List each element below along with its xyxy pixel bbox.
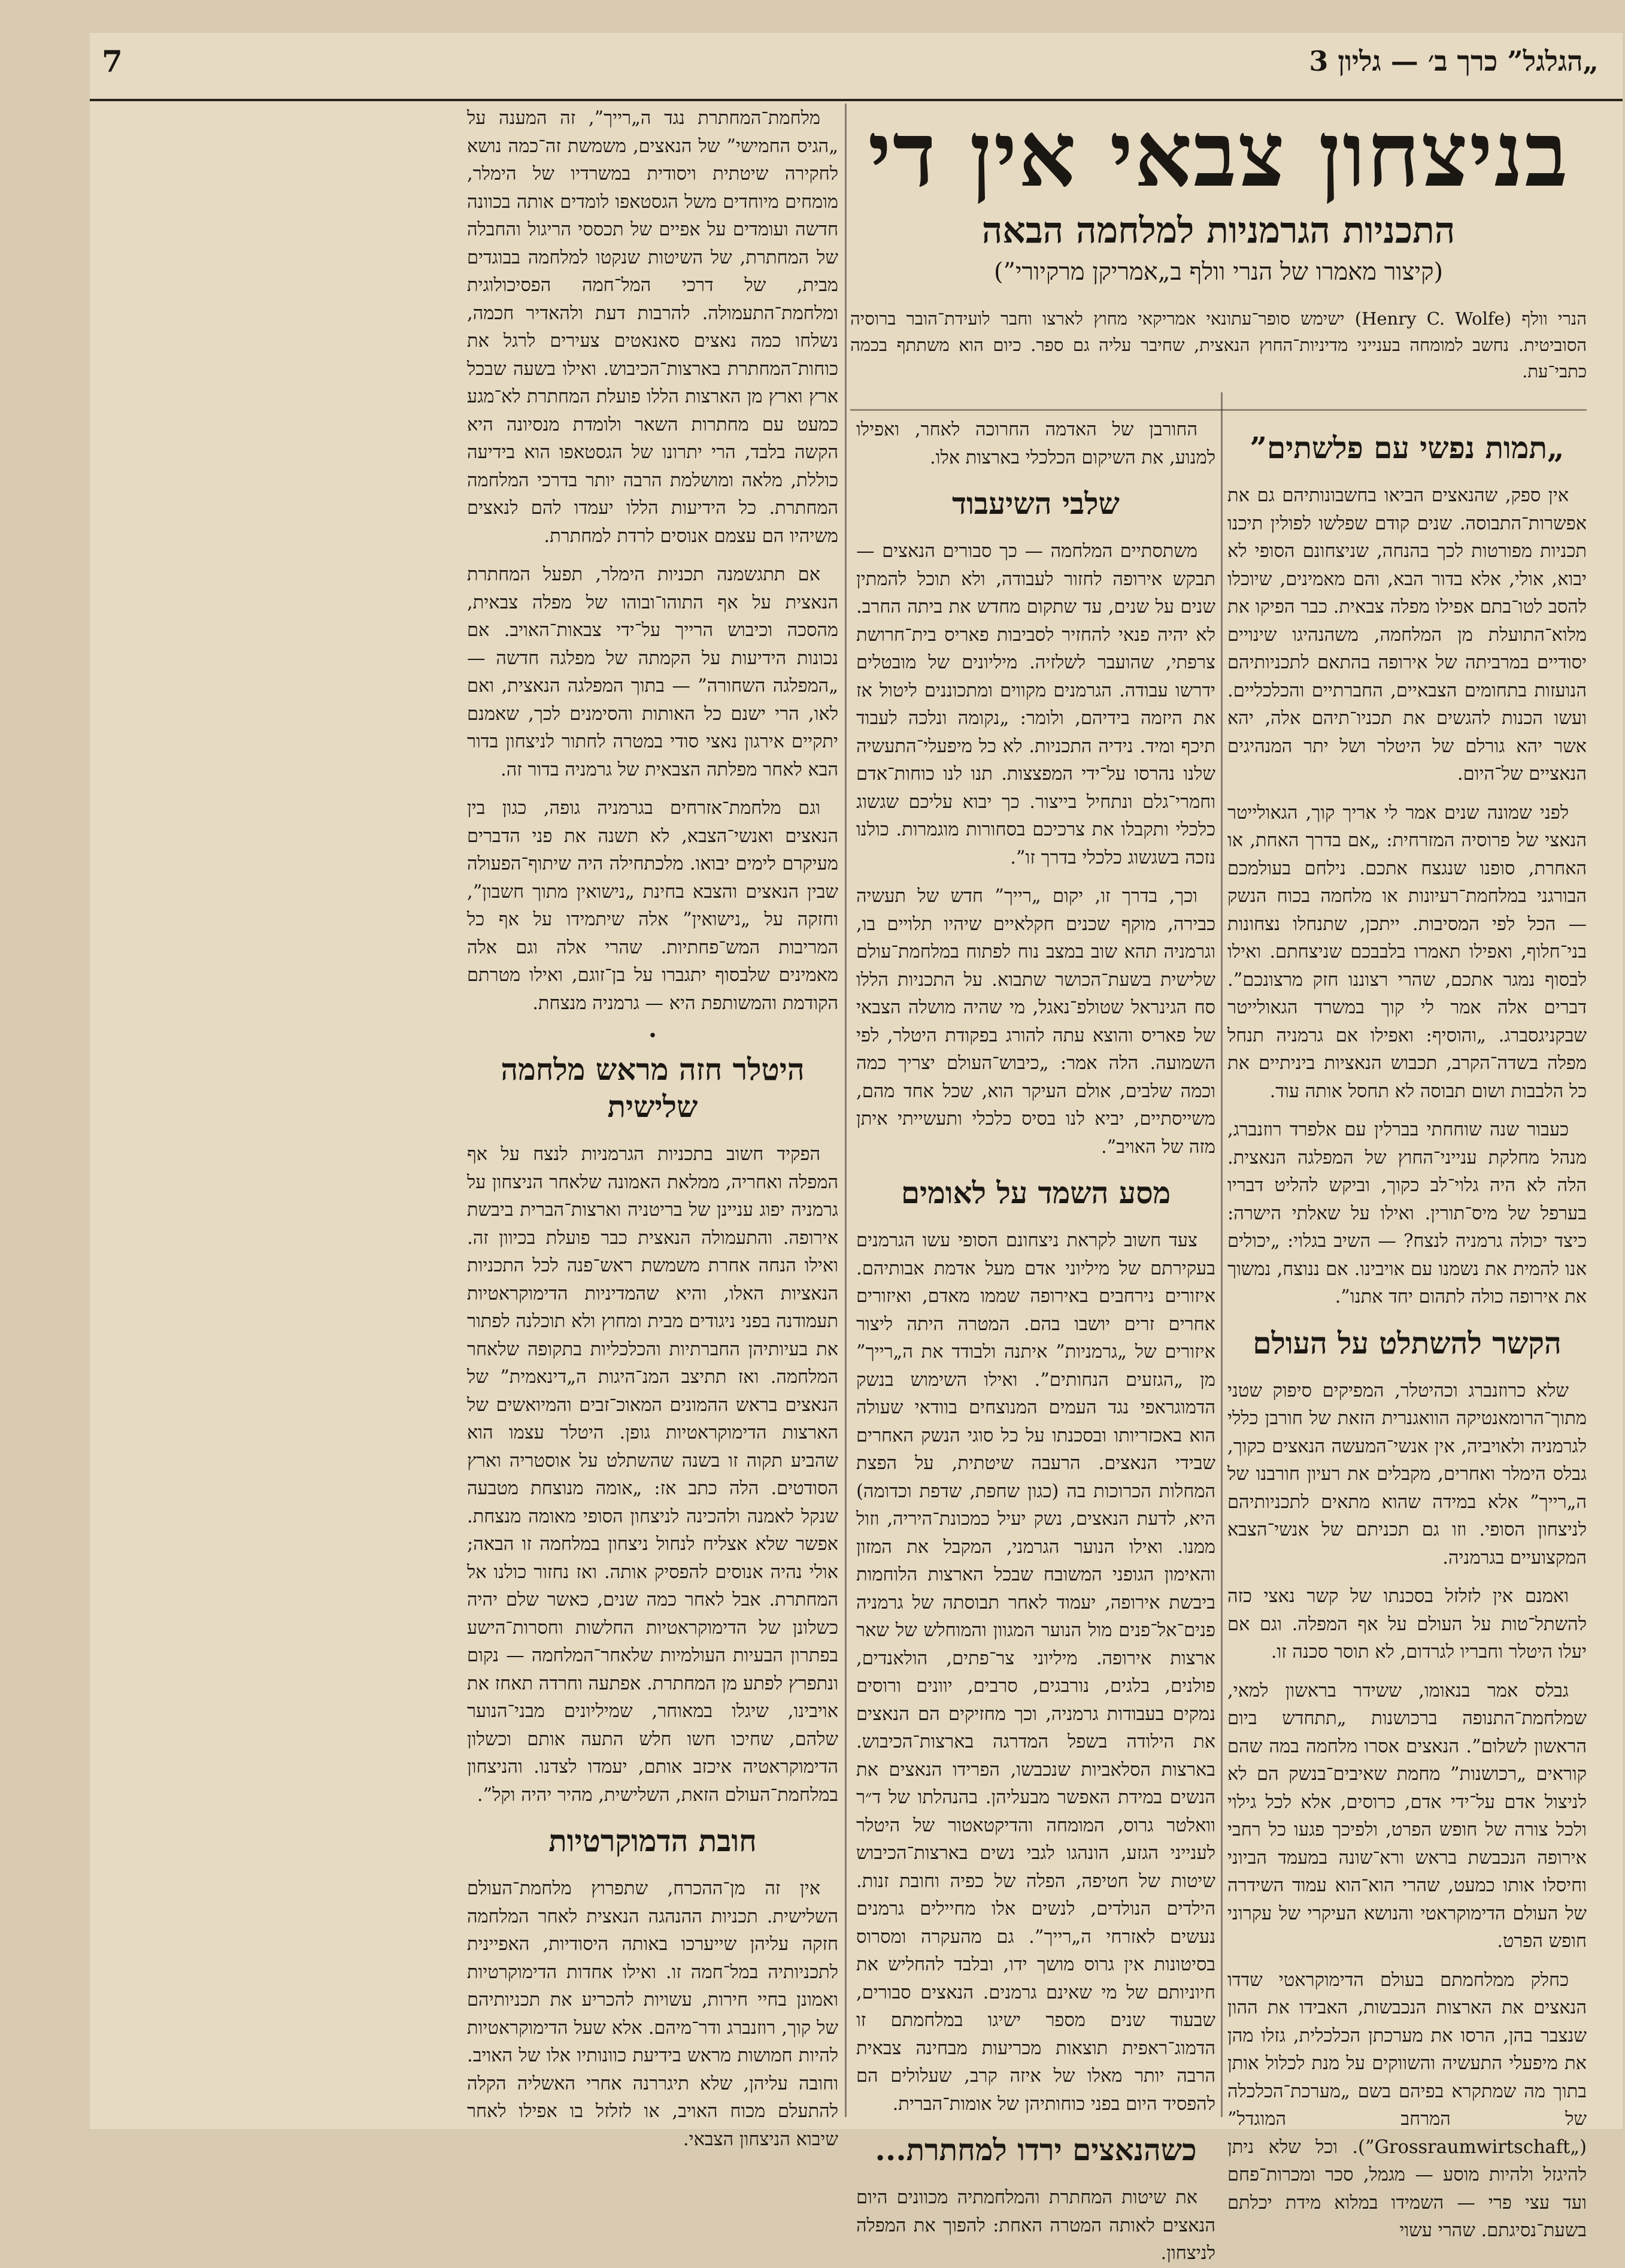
newspaper-page [90,33,1623,2264]
paragraph: מלחמת־המחתרת נגד ה„רייך”, זה המענה על „הגיס החמישי” של הנאצים, משמשת זה־כמה נושא לחקירה שיטתית ויסודית במשרדיו של הימלר, מומחים מיוחדים משל הגסטאפו לומדים אותה בכוונה חדשה ועומדים על אפיים של תכססי הריגול והחבלה של המחתרת, של השיטות שנקטו למלחמה בבוגדים מבית, של דרכי המל־חמה הפסיכולוגית ומלחמת־התעמולה. להרבות דעת ולהאדיר חכמה, נשלחו כמה נאצים סאנאטים צעירים לרגל את כוחות־המחתרת בארצות־הכיבוש. ואילו בשעה שבכל ארץ וארץ מן הארצות הללו פועלת המחתרת לא־מגע כמעט עם מחתרות השאר ולומדת מנסיונה היא הקשה בלבד, הרי יתרונו של הגסטאפו הוא בידיעה כוללת, מלאה ומושלמת הרבה יותר בדרכי המלחמה המחתרת. כל הידיעות הללו יעמדו להם לנאצים משיהיו הם עצמם אנוסים לרדת למחתרת. [467,108,838,547]
column-1 [1227,416,1587,2241]
paragraph: את שיטות המחתרת והמלחמתיה מכוונים היום הנאצים לאותה המטרה האחת: להפוך את המפלה לניצחון. [856,2187,1215,2264]
section-heading: כשהנאצים ירדו למחתרת... [875,2132,1197,2167]
column-divider [845,104,847,2117]
paragraph: ואמנם אין לזלזל בסכנתו של קשר נאצי כזה להשתל־טות על העולם על אף המפלה. וגם אם יעלו היטלר וחבריו לגרדום, לא תוסר סכנה זו. [1227,1586,1587,1663]
section-heading: „תמות נפשי עם פלשתים” [1250,430,1565,465]
column-3 [467,105,838,2150]
paragraph: אין ספק, שהנאצים הביאו בחשבונותיהם גם את אפשרות־התבוסה. שנים קודם שפלשו לפולין תיכנו תכניות מפורטות לכך בהנחה, שניצחונם הסופי לא יבוא, אולי, אלא בדור הבא, והם מאמינים, שיוכלו להסב לטו־בתם אפילו מפלה צבאית. כבר הפיקו את מלוא־התועלת מן המלחמה, משהנהיגו שינויים יסודיים במרביתה של אירופה בהתאם לתכניותיהם הנועזות בתחומים הצבאיים, החברתיים והכלכליים. ועשו הכנות להגשים את תכניו־תיהם אלה, יהא אשר יהא גורלם של היטלר ושל יתר המנהיגים הנאציים של־היום. [1227,485,1587,785]
paragraph: החורבן של האדמה החרוכה לאחר, ואפילו למנוע, את השיקום הכלכלי בארצות אלו. [856,419,1215,468]
article-subtitle: התכניות הגרמניות למלחמה הבאה [981,210,1456,252]
intro-divider [850,409,1587,411]
paragraph: וכך, בדרך זו, יקום „רייך” חדש של תעשיה כבירה, מוקף שכנים חקלאיים שיהיו תלויים בו, וגרמניה תהא שוב במצב נוח לפתוח במלחמת־עולם שלישית בשעת־הכושר שתבוא. על התכניות הללו סח הגינראל שטולפ־נאגל, מי שהיה מושלה הצבאי של פאריס והוצא עתה להורג בפקודת היטלר, לפי השמועה. הלה אמר: „כיבוש־העולם יצריך כמה וכמה שלבים, אולם העיקר הוא, שכל אחד מהם, משייסתיים, יביא לנו בסיס כלכלי ותעשייתי איתן מזה של האויב”. [856,886,1215,1158]
column-divider [1221,392,1223,2117]
paragraph: וגם מלחמת־אזרחים בגרמניה גופה, כגון בין הנאצים ואנשי־הצבא, לא תשנה את פני הדברים מעיקרם לימים יבואו. מלכתחילה היה שיתוף־הפעולה שבין הנאצים והצבא בחינת „נישואין מתוך חשבון”, וחזקה על „נישואין” אלה שיתמידו על אף כל המריבות המש־פחתיות. שהרי אלה וגם אלה מאמינים שלבסוף יתגברו על בן־זוגם, ואילו מטרתם הקודמת והמשותפת היא — גרמניה מנצחת. [467,798,838,1014]
paragraph: משתסתיים המלחמה — כך סבורים הנאצים — תבקש אירופה לחזור לעבודה, ולא תוכל להמתין שנים על שנים, עד שתקום מחדש את ביתה החרב. לא יהיה פנאי להחזיר לסביבות פאריס בית־חרושת צרפתי, שהועבר לשלזיה. מיליונים של מובטלים ידרשו עבודה. הגרמנים מקווים ומתכוננים ליטול אז את היזמה בידיהם, ולומר: „נקומה ונלכה לעבוד תיכף ומיד. נידיה התכניות. לא כל מיפעלי־התעשיה שלנו נהרסו על־ידי המפצצות. תנו לנו כוחות־אדם וחמרי־גלם ונתחיל בייצור. כך יבוא עליכם שגשוג כלכלי ותקבלו את צרכיכם בסחורות מוגמרות. כולנו נזכה בשגשוג כלכלי בדרך זו”. [856,541,1215,868]
paragraph: כחלק ממלחמתם בעולם הדימוקראטי שדדו הנאצים את הארצות הנכבשות, האבידו את ההון שנצבר בהן, הרסו את מערכתן הכלכלית, גזלו מהן את מיפעלי התעשיה והשווקים על מנת לכלול אותן בתוך מה שמתקרא בפיהם בשם „מערכת־הכלכלה של המרחב המוגדל” („Grossraumwirtschaft”). וכל שלא ניתן להיגזל ולהיות מוסע — מגמל, סכר ומכרות־פחם ועד עצי פרי — השמידו במלוא מידת יכלתם בשעת־נסיגתם. שהרי עשוי [1227,1969,1587,2241]
paragraph: לפני שמונה שנים אמר לי אריך קוך, הגאולייטר הנאצי של פרוסיה המזרחית: „אם בדרך האחת, או האחרת, סופנו שנגצח אתכם. נילחם בעולמכם הבורגני במלחמת־רעיונות או מלחמה בכוח הנשק — הכל לפי המסיבות. ייתכן, שתנחלו נצחונות בני־חלוף, ואפילו תאמרו בלבבכם שניצחתם. ואילו לבסוף נמגר אתכם, שהרי רצוננו חזק מרצונכם”. דברים אלה אמר לי קוך במשרד הגאולייטר שבקניגסברג. „והוסיף: ואפילו אם גרמניה תנחל מפלה בשדה־הקרב, תכבוש הנאציות ביניתיים את כל הלבבות ושום תבוסה לא תחסל אותה עוד. [1227,802,1587,1102]
page-number: 7 [102,44,123,79]
article-title-block [850,104,1587,287]
section-heading: מסע השמד על לאומים [901,1175,1171,1210]
paragraph: אין זה מן־ההכרח, שתפרוץ מלחמת־העולם השלישית. תכניות ההנהגה הנאצית לאחר המלחמה חזקה עליהן שייערכו באותה היסודיות, האפיינית לתכניותיה במל־חמה זו. ואילו אחדות הדימוקרטיות ואמונן בחיי חירות, עשויות להכריע את תכניותיהם של קוך, רוזנברג ודר־מיהם. אלא שעל הדימוקראטיות להיות חמושות מראש בידיעת כוונותיו אלו של האויב. וחובה עליהן, שלא תיגררנה אחרי האשליה הקלה להתעלם מכוח האויב, או לזלזל בו אפילו לאחר שיבוא הניצחון הצבאי. [467,1878,838,2150]
paragraph: צעד חשוב לקראת ניצחונם הסופי עשו הגרמנים בעקירתם של מיליוני אדם מעל אדמת אבותיהם. איזורים נירחבים באירופה שממו מאדם, ואיזורים אחרים זרים יושבו בהם. המטרה היתה ליצור איזורים של „גרמניות” איתנה ולבודד את ה„רייך” מן „הגזעים הנחותים”. ואילו השימוש בנשק הדמוגראפי נגד העמים המנוצחים בוודאי שעולה הוא באכזריותו ובסכנתו על כל סוגי הנשק האחרים שבידי הנאצים. הרעבה שיטתית, על הפצת המחלות הכרוכות בה (כגון שחפת, שדפת וכדומה) היא, לדעת הנאצים, נשק יעיל כמכונת־היריה, וזול ממנו. ואילו הנוער הגרמני, המקבל את המזון והאימון הגופני המשובח שבכל הארצות הלוחמות ביבשת אירופה, יעמוד לאחר תבוסתה של גרמניה פנים־אל־פנים מול הנוער המגוון והמוחלש של שאר ארצות אירופה. מיליוני צר־פתים, הולאנדים, פולנים, בלגים, נורבגים, סרבים, יוונים ורוסים נמקים בעבודות גרמניה, וכך מחזיקים הם הנאצים את הילודה בשפל המדרגה בארצות־הכיבוש. בארצות הסלאביות שנכבשו, הפרידו הנאצים את הנשים במידת האפשר מבעליהן. בהנהלתו של ד״ר וואלטר גרוס, המומחה והדיקטאטור של היטלר לענייני הגזע, הונהגו לגבי נשים בארצות־הכיבוש שיטות של חטיפה, הפלה של כפיה וחובת זנות. הילדים הנולדים, לנשים אלו מחיילים גרמנים נעשים לאזרחי ה„רייך”. גם מהעקרה ומסרוס בסיטונות אין גרוס מושך ידו, ובלבד להחליש את חיוניותם של מי שאינם גרמנים. הנאצים סבורים, שבעוד שנים מספר ישיגו במלחמתם זו הדמוג־ראפית תוצאות מכריעות מבחינה צבאית הרבה יותר מאלו של איזה קרב, שעלולים הם להפסיד היום בפני כוחותיהן של אומות־הברית. [856,1230,1215,2115]
paragraph: הפקיד חשוב בתכניות הגרמניות לנצח על אף המפלה ואחריה, ממלאת האמונה שלאחר הניצחון על גרמניה יפוג עניינן של בריטניה וארצות־הברית ביבשת אירופה. והתעמולה הנאצית כבר פועלת בכיוון זה. ואילו הנחה אחרת משמשת ראש־פנה לכל התכניות הנאציות האלו, והיא שהמדיניות הדימוקראטיות תעמודנה בפני ניגודים מבית ומחוץ ולא תוכלנה לפתור את בעיותיהן החברתיות והכלכליות בתקופה שלאחר המלחמה. ואז תתיצב המנ־היגות ה„דינאמית” של הנאצים בראש ההמונים המאוכ־זבים והמיואשים של הארצות הדימוקראטיות גופן. היטלר עצמו הוא שהביע תקוה זו בשנה שהשתלט על אוסטריה וארץ הסודטים. הלה כתב אז: „אומה מנוצחת מטבעה שנקל לאמנה ולהכינה לניצחון הסופי מאומה מנצחת. אפשר שלא אצליח לנחול ניצחון במלחמה זו הבאה; אולי נהיה אנוסים להפסיק אותה. ואז נחזור כולנו אל המחתרת. אבל לאחר כמה שנים, כאשר שלם יהיה כשלונן של הדימוקראטיות החלשות וחסרות־הישע בפתרון הבעיות העולמיות שלאחר־המלחמה — נקום ונתפרץ לפתע מן המחתרת. אפתעה וחרדה תאחז את אויבינו, שיגלו במאוחר, שמיליונים מבני־הנוער שלהם, שחיכו חשו חלש התעה אותם וכשלון הדימוקראטיה איכזב אותם, יעמדו לצדנו. והניצחון במלחמת־העולם הזאת, השלישית, מהיר יהיה וקל”. [467,1144,838,1806]
paragraph: אם תתגשמנה תכניות הימלר, תפעל המחתרת הנאצית על אף התוהו־ובוהו של מפלה צבאית, מהסכה וכיבוש הרייך על־ידי צבאות־האויב. אם נכונות הידיעות על הקמתה של מפלגה חדשה — „המפלגה השחורה” — בתוך המפלגה הנאצית, ואם לאו, הרי ישנם כל האותות והסימנים לכך, שאמנם יתקיים אירגון נאצי סודי במטרה לחתור לניצחון בדור הבא לאחר מפלתה הצבאית של גרמניה בדור זה. [467,564,838,780]
section-heading: חובת הדמוקרטיות [548,1823,757,1858]
section-heading: הקשר להשתלט על העולם [1253,1325,1562,1361]
page-header [90,33,1623,101]
paragraph: גבלס אמר בנאומו, ששידר בראשון למאי, שמלחמת־התנופה ברכושנות „תתחדש ביום הראשון לשלום”. הנאצים אסרו מלחמה במה שהם קוראים „רכושנות” מחמת שאיבים־בנשק הם לא לניצול אדם על־ידי אדם, כרוסים, אלא לכל גילוי ולכל צורה של חופש הפרט, ולפיכך פגעו כל רחבי אירופה הנכבשת בראש ורא־שונה במעמד הביוני וחיסלו אותו כמעט, שהרי הוא־הוא עמוד השידרה של העולם הדימוקראטי והנושא העיקרי של עקרוני חופש הפרט. [1227,1680,1587,1952]
ornament-icon: • [648,1027,657,1045]
paragraph: כעבור שנה שוחחתי בברלין עם אלפרד רוזנברג, מנהל מחלקת ענייני־החוץ של המפלגה הנאצית. הלה לא היה גלוי־לב כקוך, וביקש להליט דבריו בערפל של מיס־תורין. ואילו על שאלתי הישרה: כיצד יכולה גרמניה לנצח? — השיב בגלוי: „יכולים אנו להמית את נשמנו עם אויבינו. אם ננוצח, נמשוך את אירופה כולה לתהום יחד אתנו”. [1227,1119,1587,1307]
article-intro: הנרי וולף (Henry C. Wolfe) ישימש סופר־עתונאי אמריקאי מחוץ לארצו וחבר לועידת־הובר ברוסיה הסוביטית. נחשב למומחה בענייני מדיניות־החוץ הנאצית, שחיבר עליה גם ספר. כיום הוא משתתף בכמה כתבי־עת. [850,308,1587,381]
section-heading: היטלר חזה מראש מלחמה שלישית [501,1052,805,1124]
paragraph: שלא כרוזנברג וכהיטלר, המפיקים סיפוק שטני מתוך־הרומאנטיקה הוואגנרית הזאת של חורבן כללי לגרמניה ולאויביה, אין אנשי־המעשה הנאצים כקוך, גבלס הימלר ואחרים, מקבלים את רעיון חורבנו של ה„רייך” אלא במידה שהוא מתאים לתכניותיהם לניצחון הסופי. וזו גם תכניתם של אנשי־הצבא המקצועיים בגרמניה. [1227,1380,1587,1568]
article-source: (קיצור מאמרו של הנרי וולף ב„אמריקן מרקיורי”) [993,258,1444,286]
column-2 [856,416,1215,2264]
section-heading: שלבי השיעבוד [952,486,1120,521]
running-head: „הגלגל” כרך ב׳ — גליון 3 [1309,45,1599,77]
article-title: בניצחון צבאי אין די [868,102,1569,207]
